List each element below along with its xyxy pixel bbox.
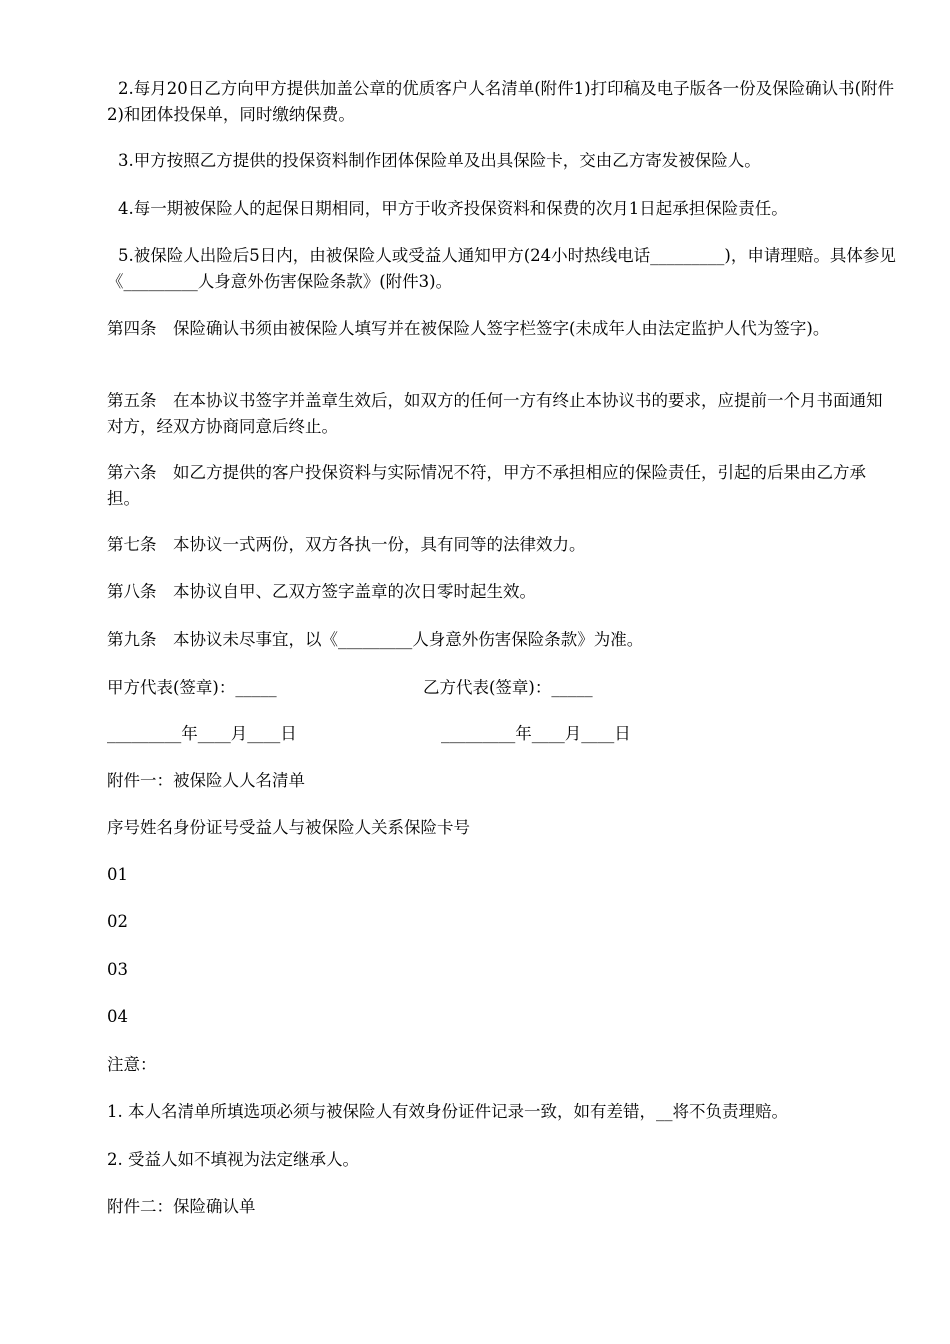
annex-1-row: 03 xyxy=(107,960,128,979)
party-a-date-line: _________年____月____日 xyxy=(107,724,297,743)
clause-5-paragraph: 5.被保险人出险后5日内，由被保险人或受益人通知甲方(24小时热线电话_________)，申请理赔。具体参见《_________人身意外伤害保险条款》(附件3)。 xyxy=(107,246,896,291)
note-item-2: 2. 受益人如不填视为法定继承人。 xyxy=(107,1150,359,1169)
party-b-date-line: _________年____月____日 xyxy=(441,724,631,743)
annex-2-title: 附件二：保险确认单 xyxy=(107,1197,256,1216)
clause-4-paragraph: 4.每一期被保险人的起保日期相同，甲方于收齐投保资料和保费的次月1日起承担保险责任。 xyxy=(118,199,788,218)
clause-3-paragraph: 3.甲方按照乙方提供的投保资料制作团体保险单及出具保险卡，交由乙方寄发被保险人。 xyxy=(118,151,761,170)
party-b-representative-signature: 乙方代表(签章)：_____ xyxy=(423,678,593,697)
article-9-paragraph: 第九条 本协议未尽事宜，以《_________人身意外伤害保险条款》为准。 xyxy=(107,630,644,649)
party-a-representative-signature: 甲方代表(签章)：_____ xyxy=(107,678,277,697)
article-5-paragraph: 第五条 在本协议书签字并盖章生效后，如双方的任何一方有终止本协议书的要求，应提前一个月书面通知对方，经双方协商同意后终止。 xyxy=(107,391,883,436)
clause-2-paragraph: 2.每月20日乙方向甲方提供加盖公章的优质客户人名清单(附件1)打印稿及电子版各一份及保险确认书(附件2)和团体投保单，同时缴纳保费。 xyxy=(107,79,895,124)
article-7-paragraph: 第七条 本协议一式两份，双方各执一份，具有同等的法律效力。 xyxy=(107,535,586,554)
annex-1-title: 附件一：被保险人人名清单 xyxy=(107,771,305,790)
notes-heading: 注意： xyxy=(107,1055,157,1074)
annex-1-row: 01 xyxy=(107,865,128,884)
article-8-paragraph: 第八条 本协议自甲、乙双方签字盖章的次日零时起生效。 xyxy=(107,582,536,601)
annex-1-row: 02 xyxy=(107,912,128,931)
annex-1-row: 04 xyxy=(107,1007,128,1026)
article-4-paragraph: 第四条 保险确认书须由被保险人填写并在被保险人签字栏签字(未成年人由法定监护人代为签字)。 xyxy=(107,319,830,338)
note-item-1: 1. 本人名清单所填选项必须与被保险人有效身份证件记录一致，如有差错，__将不负责理赔。 xyxy=(107,1102,788,1121)
annex-1-table-header: 序号姓名身份证号受益人与被保险人关系保险卡号 xyxy=(107,818,470,837)
article-6-paragraph: 第六条 如乙方提供的客户投保资料与实际情况不符，甲方不承担相应的保险责任，引起的后果由乙方承担。 xyxy=(107,463,866,508)
